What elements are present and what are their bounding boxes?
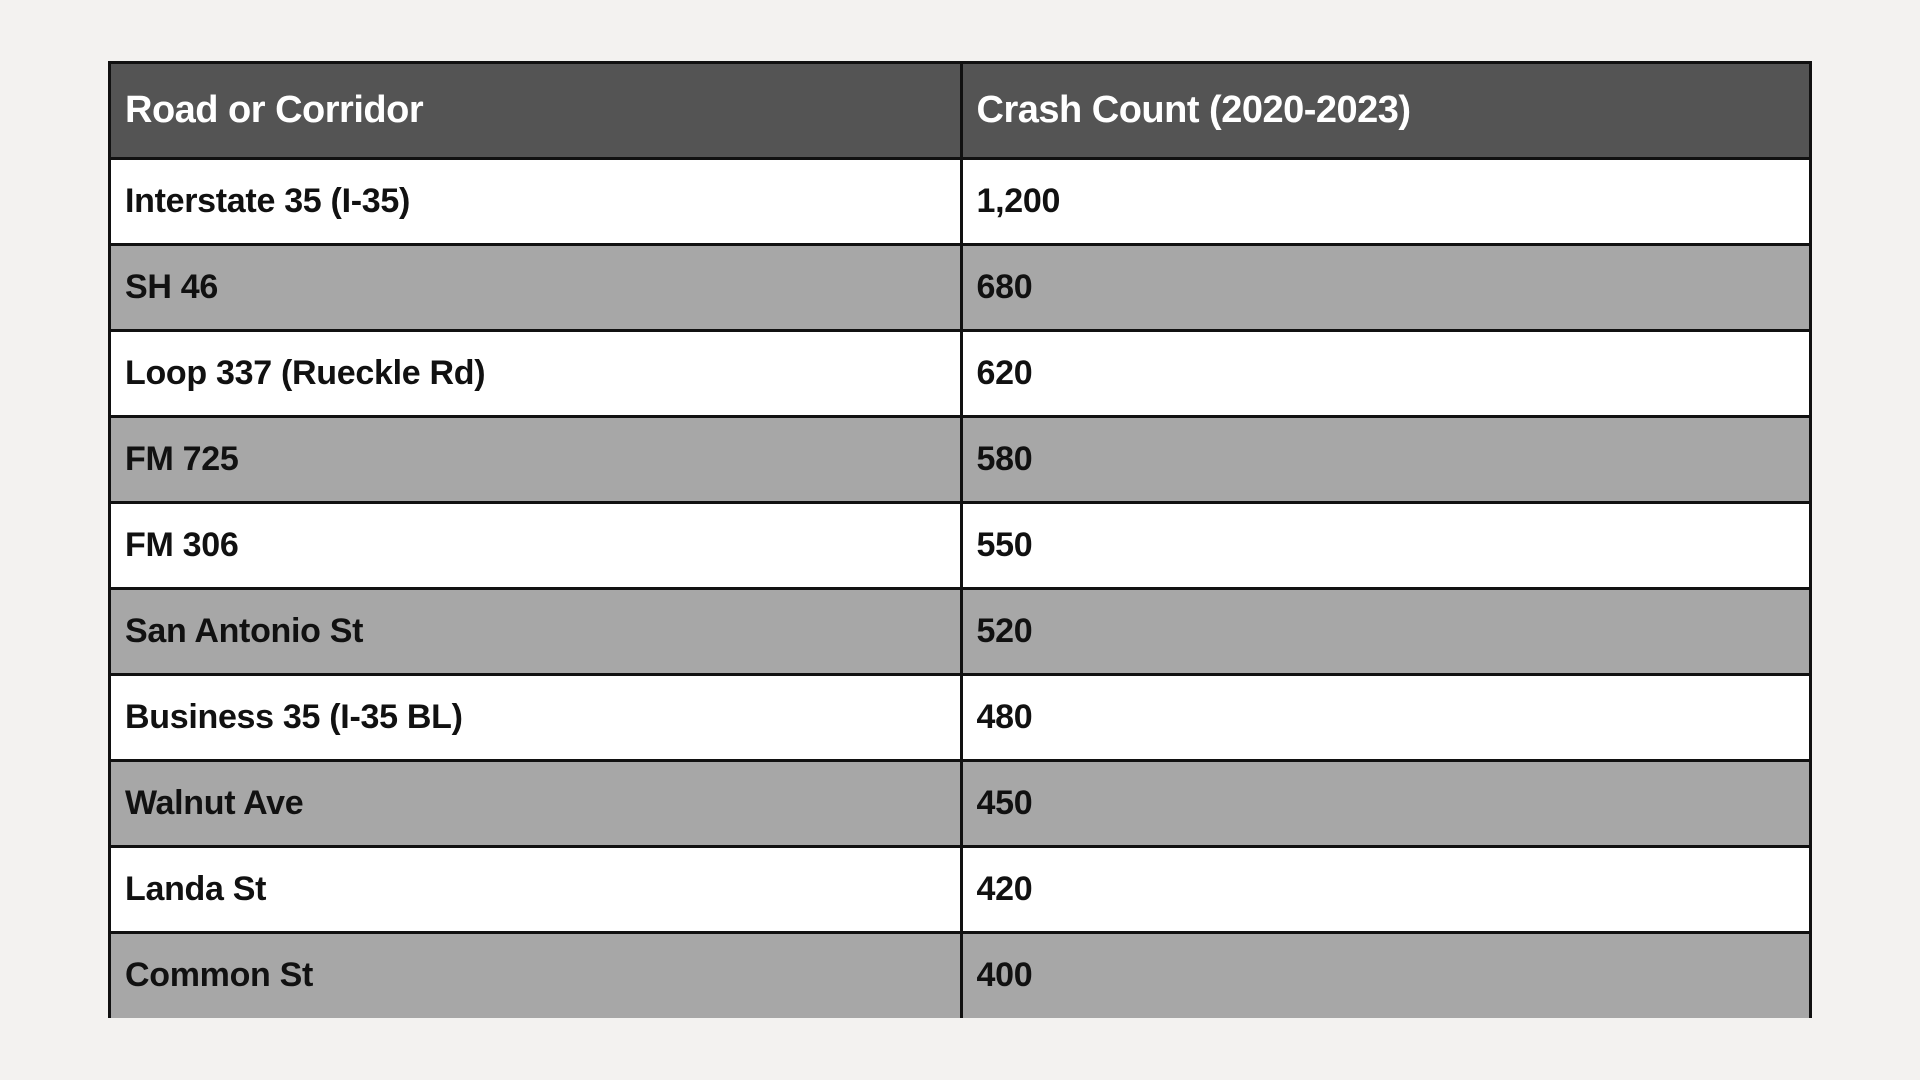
table-row xyxy=(111,158,1809,244)
crash-count-cell: 1,200 xyxy=(961,158,1809,244)
crash-count-cell: 520 xyxy=(961,588,1809,674)
crash-table-container xyxy=(108,61,1812,1018)
table-row xyxy=(111,330,1809,416)
column-header-crash-count: Crash Count (2020-2023) xyxy=(961,64,1809,158)
table-row xyxy=(111,244,1809,330)
road-name-cell: Walnut Ave xyxy=(111,760,961,846)
crash-count-cell: 420 xyxy=(961,846,1809,932)
road-name-cell: Interstate 35 (I-35) xyxy=(111,158,961,244)
table-row xyxy=(111,416,1809,502)
road-name-cell: SH 46 xyxy=(111,244,961,330)
table-row xyxy=(111,846,1809,932)
crash-count-cell: 550 xyxy=(961,502,1809,588)
table-row xyxy=(111,588,1809,674)
crash-count-cell: 450 xyxy=(961,760,1809,846)
table-row xyxy=(111,932,1809,1018)
crash-count-cell: 400 xyxy=(961,932,1809,1018)
table-header-row xyxy=(111,64,1809,158)
road-name-cell: Common St xyxy=(111,932,961,1018)
road-name-cell: San Antonio St xyxy=(111,588,961,674)
road-name-cell: FM 306 xyxy=(111,502,961,588)
column-header-road: Road or Corridor xyxy=(111,64,961,158)
table-body xyxy=(111,158,1809,1018)
road-name-cell: FM 725 xyxy=(111,416,961,502)
crash-count-table xyxy=(111,64,1809,1018)
road-name-cell: Loop 337 (Rueckle Rd) xyxy=(111,330,961,416)
table-row xyxy=(111,502,1809,588)
table-row xyxy=(111,760,1809,846)
crash-count-cell: 480 xyxy=(961,674,1809,760)
crash-count-cell: 620 xyxy=(961,330,1809,416)
table-row xyxy=(111,674,1809,760)
crash-count-cell: 580 xyxy=(961,416,1809,502)
road-name-cell: Business 35 (I-35 BL) xyxy=(111,674,961,760)
crash-count-cell: 680 xyxy=(961,244,1809,330)
road-name-cell: Landa St xyxy=(111,846,961,932)
